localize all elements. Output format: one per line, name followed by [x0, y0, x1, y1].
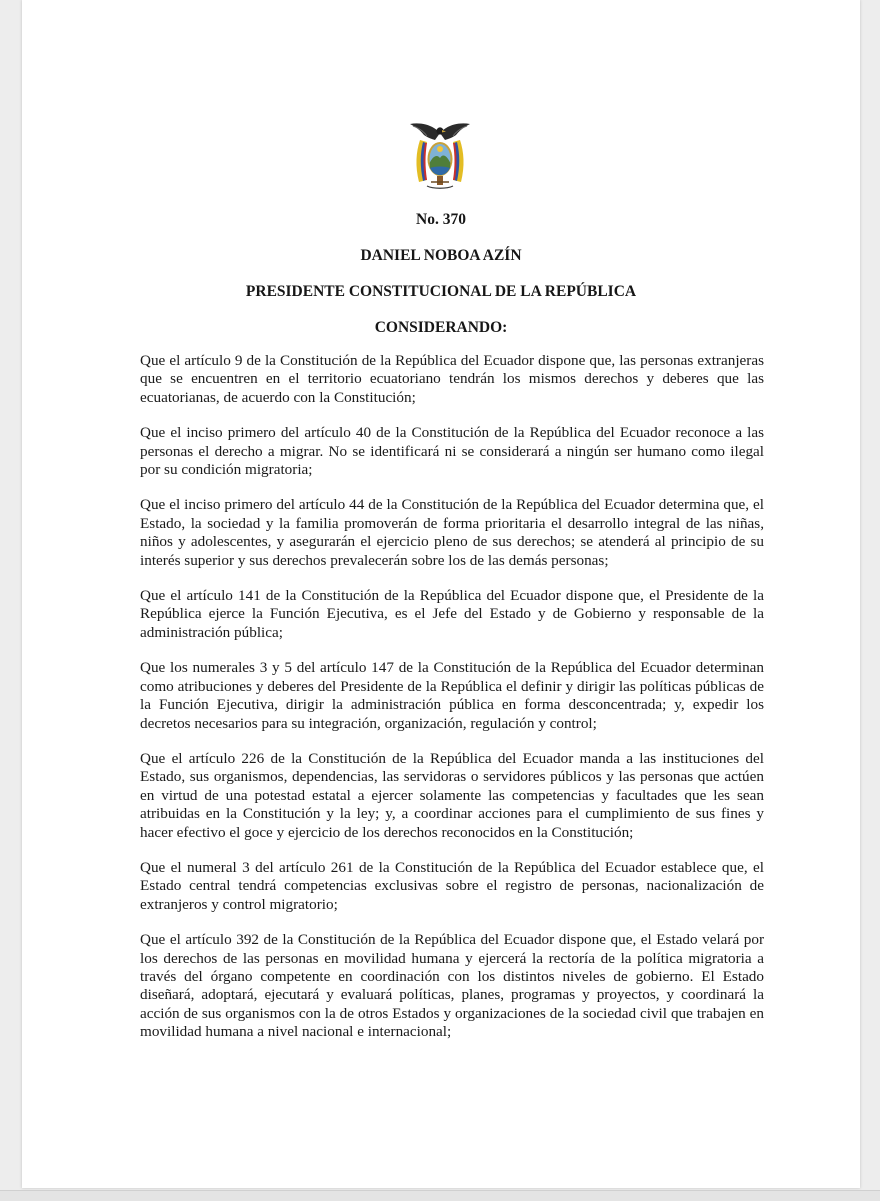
- section-heading: CONSIDERANDO:: [374, 319, 508, 336]
- considerations-body: [140, 352, 764, 1059]
- next-page-edge: [0, 1190, 880, 1201]
- decree-number: No. 370: [416, 211, 466, 228]
- paragraph: Que el artículo 226 de la Constitución de la República del Ecuador manda a las instituciones del Estado, sus organismos, dependencias, las servidoras o servidores públicos y las personas que actúen en virtud de una potestad estatal a ejercer solamente las competencias y facultades que les sean atribuidas en la Constitución y la ley; y, a coordinar acciones para el cumplimiento de sus fines y hacer efectivo el goce y ejercicio de los derechos reconocidos en la Constitución;: [140, 749, 764, 841]
- paragraph: Que el inciso primero del artículo 40 de la Constitución de la República del Ecuador reconoce a las personas el derecho a migrar. No se identificará ni se considerará a ningún ser humano como ilegal por su condición migratoria;: [140, 424, 764, 479]
- paragraph: Que el numeral 3 del artículo 261 de la Constitución de la República del Ecuador establece que, el Estado central tendrá competencias exclusivas sobre el registro de personas, nacionalización de extranjeros y control migratorio;: [140, 858, 764, 913]
- document-page: [22, 0, 860, 1188]
- paragraph: Que el artículo 9 de la Constitución de la República del Ecuador dispone que, las personas extranjeras que se encuentren en el territorio ecuatoriano tendrán los mismos derechos y deberes que las ecuatorianas, de acuerdo con la Constitución;: [140, 352, 764, 406]
- president-name: DANIEL NOBOA AZÍN: [360, 247, 522, 264]
- president-title: PRESIDENTE CONSTITUCIONAL DE LA REPÚBLICA: [245, 283, 637, 300]
- paragraph: Que los numerales 3 y 5 del artículo 147 de la Constitución de la República del Ecuador determinan como atribuciones y deberes del Presidente de la República el definir y dirigir las políticas públicas de la Función Ejecutiva, dirigir la administración pública en forma desconcentrada; y, expedir los decretos necesarios para su integración, organización, regulación y control;: [140, 659, 764, 732]
- paragraph: Que el inciso primero del artículo 44 de la Constitución de la República del Ecuador determina que, el Estado, la sociedad y la familia promoverán de forma prioritaria el desarrollo integral de las niñas, niños y adolescentes, y asegurarán el ejercicio pleno de sus derechos; se atenderá al principio de su interés superior y sus derechos prevalecerán sobre los de las demás personas;: [140, 496, 764, 569]
- paragraph: Que el artículo 141 de la Constitución de la República del Ecuador dispone que, el Presidente de la República ejerce la Función Ejecutiva, es el Jefe del Estado y de Gobierno y responsable de la administración pública;: [140, 587, 764, 641]
- coat-of-arms-icon: [407, 120, 473, 192]
- paragraph: Que el artículo 392 de la Constitución de la República del Ecuador dispone que, el Estado velará por los derechos de las personas en movilidad humana y ejercerá la rectoría de la política migratoria a través del órgano competente en coordinación con los distintos niveles de gobierno. El Estado diseñará, adoptará, ejecutará y evaluará políticas, planes, programas y proyectos, y coordinará la acción de sus organismos con la de otros Estados y organizaciones de la sociedad civil que trabajen en movilidad humana a nivel nacional e internacional;: [140, 931, 764, 1041]
